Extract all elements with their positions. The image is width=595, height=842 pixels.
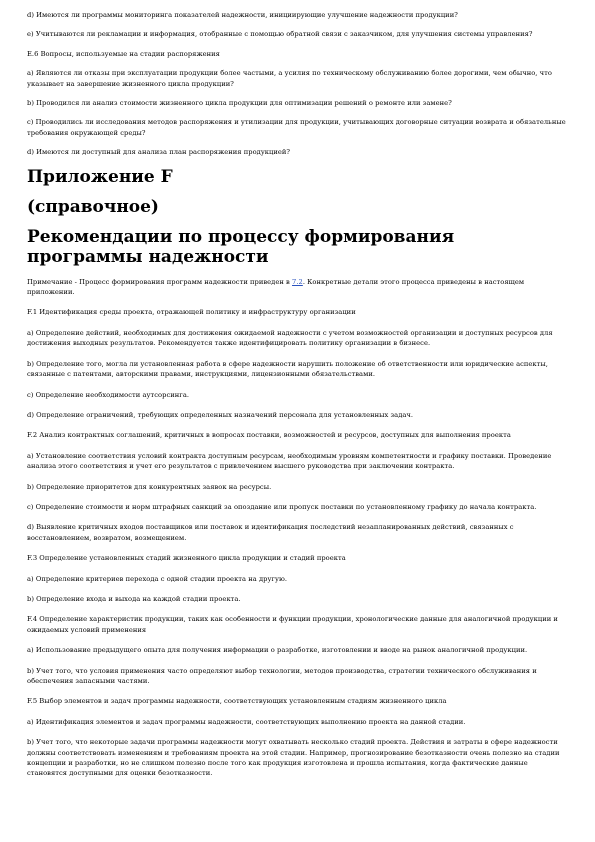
- paragraph: e) Учитываются ли рекламации и информация, отобранные с помощью обратной связи с заказчиком, для улучшения системы управления?: [27, 30, 533, 39]
- paragraph: a) Использование предыдущего опыта для получения информации о разработке, изготовлении и вводе на рынок аналогичной продукции.: [27, 646, 528, 655]
- paragraph: c) Проводились ли исследования методов распоряжения и утилизации для продукции, учитывающих договорные ситуации возврата и обязательные требования окружающей среды?: [27, 118, 566, 137]
- paragraph: a) Определение действий, необходимых для достижения ожидаемой надежности с учетом возможностей организации и доступных ресурсов для достижения выходных результатов. Рекомендуется также идентифицировать политику организации в бизнесе.: [27, 328, 553, 348]
- section-heading: F.1 Идентификация среды проекта, отражающей политику и инфраструктуру организации: [27, 308, 356, 317]
- paragraph: b) Учет того, что некоторые задачи программы надежности могут охватывать несколько стадий проекта. Действия и затраты в сфере надежности должны соответствовать изменениям и требованиям проекта на этой стадии. Например, прогнозирование безотказности очень полезно на стадии концепции и разработки, но не слишком полезно после того как продукция изготовлена и прошла испытания, когда фактические данные становятся доступными для оценки безотказности.: [27, 738, 560, 778]
- appendix-heading: Рекомендации по процессу формирования программы надежности: [27, 226, 455, 267]
- paragraph: a) Являются ли отказы при эксплуатации продукции более частыми, а усилия по техническому обслуживанию более дорогими, чем обычно, что указывает на завершение жизненного цикла продукции?: [27, 69, 552, 88]
- appendix-title: Приложение F: [27, 166, 173, 187]
- note-text-before: Примечание - Процесс формирования программ надежности приведен в: [27, 277, 293, 286]
- note-text-after: . Конкретные детали этого процесса приведены в настоящем приложении.: [27, 277, 525, 297]
- paragraph: d) Определение ограничений, требующих определенных назначений персонала для установленных задач.: [27, 410, 414, 419]
- section-link[interactable]: 7.2: [292, 277, 303, 286]
- paragraph: d) Имеются ли программы мониторинга показателей надежности, инициирующие улучшение надежности продукции?: [27, 11, 458, 19]
- paragraph: c) Определение стоимости и норм штрафных санкций за опоздание или пропуск поставки по установленному графику до начала контракта.: [27, 502, 537, 511]
- paragraph: a) Установление соответствия условий контракта доступным ресурсам, необходимым уровням компетентности и графику поставки. Проведение анализа этого соответствия и учет его результатов с привлечением высшего руководства при заключении контракта.: [27, 451, 552, 471]
- section-heading: E.6 Вопросы, используемые на стадии распоряжения: [27, 49, 220, 58]
- note-paragraph: [27, 277, 570, 298]
- section-heading: F.4 Определение характеристик продукции, таких как особенности и функции продукции, хронологические данные для аналогичной продукции и ожидаемых условий применения: [27, 615, 558, 634]
- document-page: [27, 10, 570, 789]
- paragraph: b) Определение входа и выхода на каждой стадии проекта.: [27, 594, 241, 603]
- paragraph: b) Учет того, что условия применения часто определяют выбор технологии, методов производства, стратегии технического обслуживания и обеспечения запасными частями.: [27, 666, 537, 685]
- section-heading: F.3 Определение установленных стадий жизненного цикла продукции и стадий проекта: [27, 554, 346, 563]
- paragraph: d) Выявление критичных входов поставщиков или поставок и идентификация последствий незапланированных действий, связанных с восстановлением, возвратом, возмещением.: [27, 523, 514, 542]
- paragraph: d) Имеются ли доступный для анализа план распоряжения продукцией?: [27, 148, 291, 157]
- paragraph: c) Определение необходимости аутсорсинга.: [27, 390, 190, 399]
- paragraph: b) Проводился ли анализ стоимости жизненного цикла продукции для оптимизации решений о ремонте или замене?: [27, 99, 452, 108]
- appendix-subtitle: (справочное): [27, 196, 159, 217]
- paragraph: b) Определение приоритетов для конкурентных заявок на ресурсы.: [27, 482, 272, 491]
- paragraph: a) Идентификация элементов и задач программы надежности, соответствующих выполнению проекта на данной стадии.: [27, 717, 466, 726]
- section-heading: F.5 Выбор элементов и задач программы надежности, соответствующих установленным стадиям жизненного цикла: [27, 697, 447, 706]
- section-heading: F.2 Анализ контрактных соглашений, критичных в вопросах поставки, возможностей и ресурсов, доступных для выполнения проекта: [27, 431, 511, 440]
- paragraph: a) Определение критериев перехода с одной стадии проекта на другую.: [27, 574, 288, 583]
- paragraph: b) Определение того, могла ли установленная работа в сфере надежности нарушить положение об ответственности или юридические аспекты, связанные с патентами, авторскими правами, инструкциями, лицензионными обязательствами.: [27, 359, 548, 379]
